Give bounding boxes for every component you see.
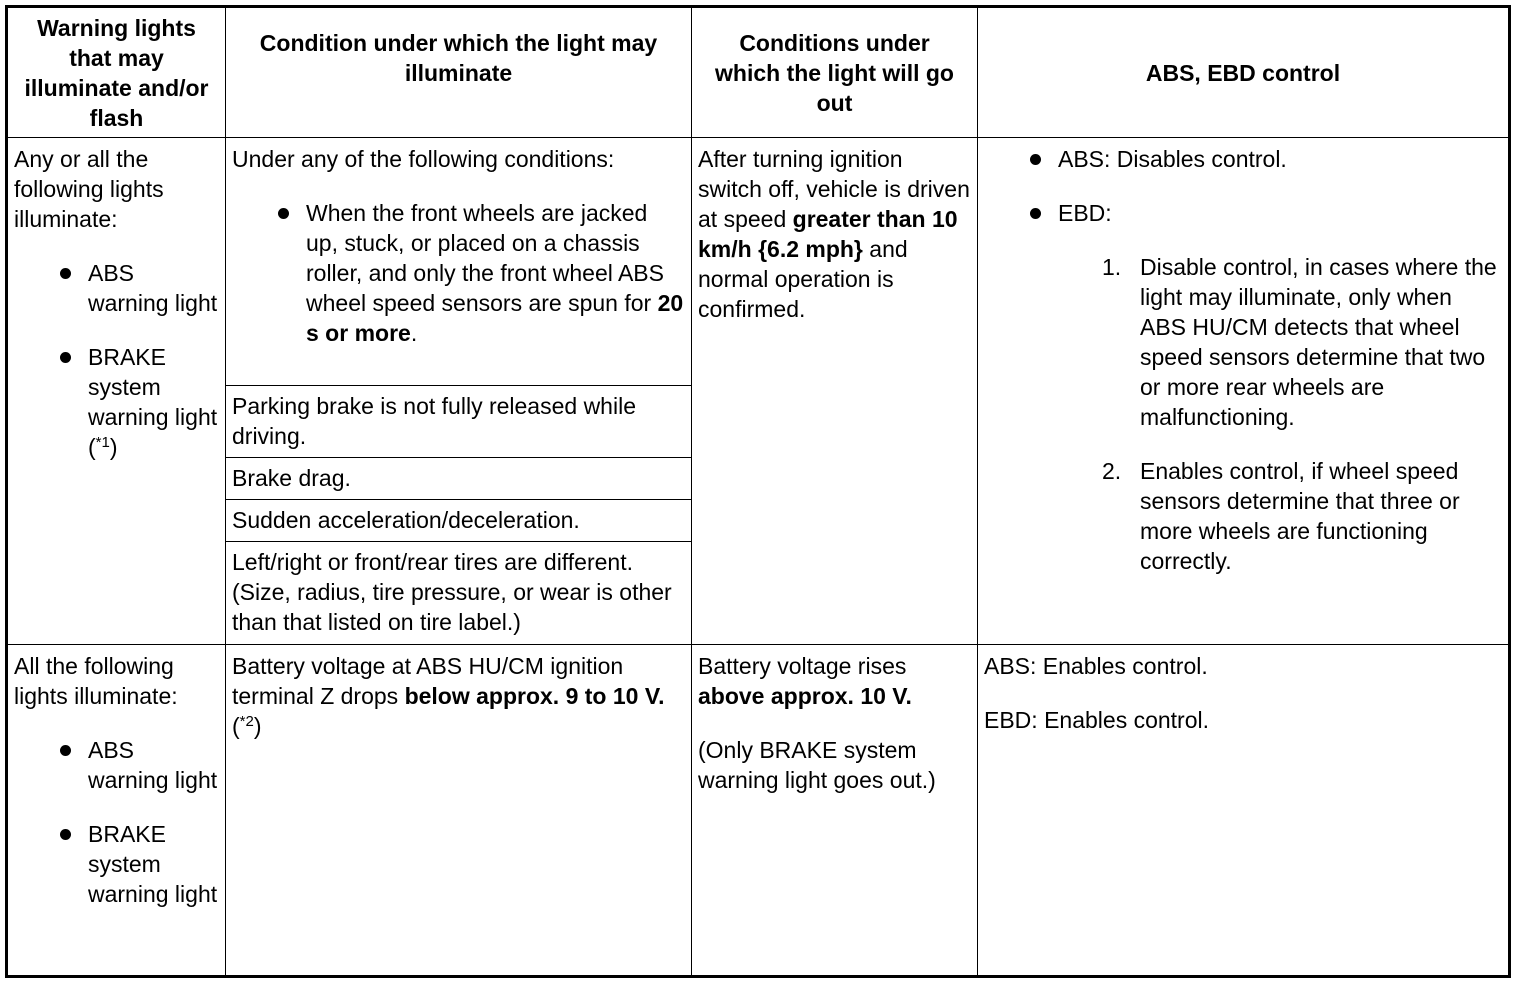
condition-cell-acceleration: Sudden acceleration/deceleration. [226, 500, 692, 542]
footnote-ref-1: *1 [95, 434, 110, 451]
ebd-2-text: Enables control, if wheel speed sensors determine that three or more wheels are functioning correctly. [1140, 458, 1460, 574]
footnote-ref-2: *2 [239, 713, 254, 730]
list-item-brake-warning-light: BRAKE system warning light [14, 819, 219, 909]
condition-cell-jacked [226, 138, 692, 386]
header-warning-lights: Warning lights that may illuminate and/or flash [7, 7, 226, 138]
header-condition-illuminate: Condition under which the light may illuminate [226, 7, 692, 138]
abs-control-text: ABS: Enables control. [984, 653, 1208, 679]
jacked-duration: 20 s or more [306, 290, 684, 346]
ebd-1-text: Disable control, in cases where the light may illuminate, only when ABS HU/CM detects that wheel speed sensors determine that two or more rear wheels are malfunctioning. [1140, 254, 1497, 430]
lights-intro: Any or all the following lights illuminate: [14, 146, 164, 232]
lights-list [14, 258, 219, 462]
lights-cell-row1 [7, 138, 226, 645]
number-1: 1. [1102, 254, 1122, 280]
condition-intro: Under any of the following conditions: [232, 146, 615, 172]
list-item-ebd-control: EBD: [984, 198, 1502, 228]
paren-open: ( [232, 713, 240, 739]
go-out-text: After turning ignition switch off, vehicle is driven at speed [698, 146, 970, 232]
lights-intro-row2: All the following lights illuminate: [14, 653, 178, 709]
battery-voltage: below approx. 9 to 10 V. [404, 683, 665, 709]
go-out-cell-row1 [692, 138, 978, 645]
condition-cell-parking-brake: Parking brake is not fully released while driving. [226, 386, 692, 458]
number-2: 2. [1102, 458, 1122, 484]
ebd-control-text: EBD: Enables control. [984, 707, 1210, 733]
warning-light-table [5, 5, 1511, 978]
go-out-cell-row2 [692, 645, 978, 977]
list-item-ebd-1 [984, 252, 1502, 432]
condition-cell-tires: Left/right or front/rear tires are different. (Size, radius, tire pressure, or wear is other than that listed on tire label.) [226, 542, 692, 645]
header-abs-ebd-control: ABS, EBD control [978, 7, 1510, 138]
list-item-ebd-2 [984, 456, 1502, 576]
paren-close: ) [109, 434, 118, 460]
list-item-brake-warning-light [14, 342, 219, 462]
battery-text: Battery voltage at ABS HU/CM ignition terminal Z drops [232, 653, 624, 709]
condition-list [232, 198, 685, 348]
lights-cell-row2 [7, 645, 226, 977]
lights-list-row2 [14, 735, 219, 909]
list-item-jacked-up [232, 198, 685, 348]
table-row [7, 138, 1510, 386]
go-out-note: (Only BRAKE system warning light goes out.) [698, 737, 936, 793]
table-row [7, 645, 1510, 977]
control-cell-row2 [978, 645, 1510, 977]
header-condition-go-out: Conditions under which the light will go out [692, 7, 978, 138]
list-item-abs-control: ABS: Disables control. [984, 144, 1502, 174]
go-out-text-end: and normal operation is confirmed. [698, 236, 908, 322]
jacked-text: When the front wheels are jacked up, stuck, or placed on a chassis roller, and only the front wheel ABS wheel speed sensors are spun for [306, 200, 664, 316]
ebd-numbered-list [984, 252, 1502, 576]
brake-light-label: BRAKE system warning light ( [88, 344, 218, 460]
control-list [984, 144, 1502, 228]
list-item-abs-warning-light: ABS warning light [14, 735, 219, 795]
condition-cell-brake-drag: Brake drag. [226, 458, 692, 500]
control-cell-row1 [978, 138, 1510, 645]
list-item-abs-warning-light: ABS warning light [14, 258, 219, 318]
jacked-period: . [410, 320, 418, 346]
condition-cell-battery [226, 645, 692, 977]
paren-close: ) [253, 713, 262, 739]
go-out-speed: greater than 10 km/h {6.2 mph} [698, 206, 958, 262]
go-out-text: Battery voltage rises [698, 653, 907, 679]
go-out-voltage: above approx. 10 V. [698, 683, 912, 709]
header-row [7, 7, 1510, 138]
